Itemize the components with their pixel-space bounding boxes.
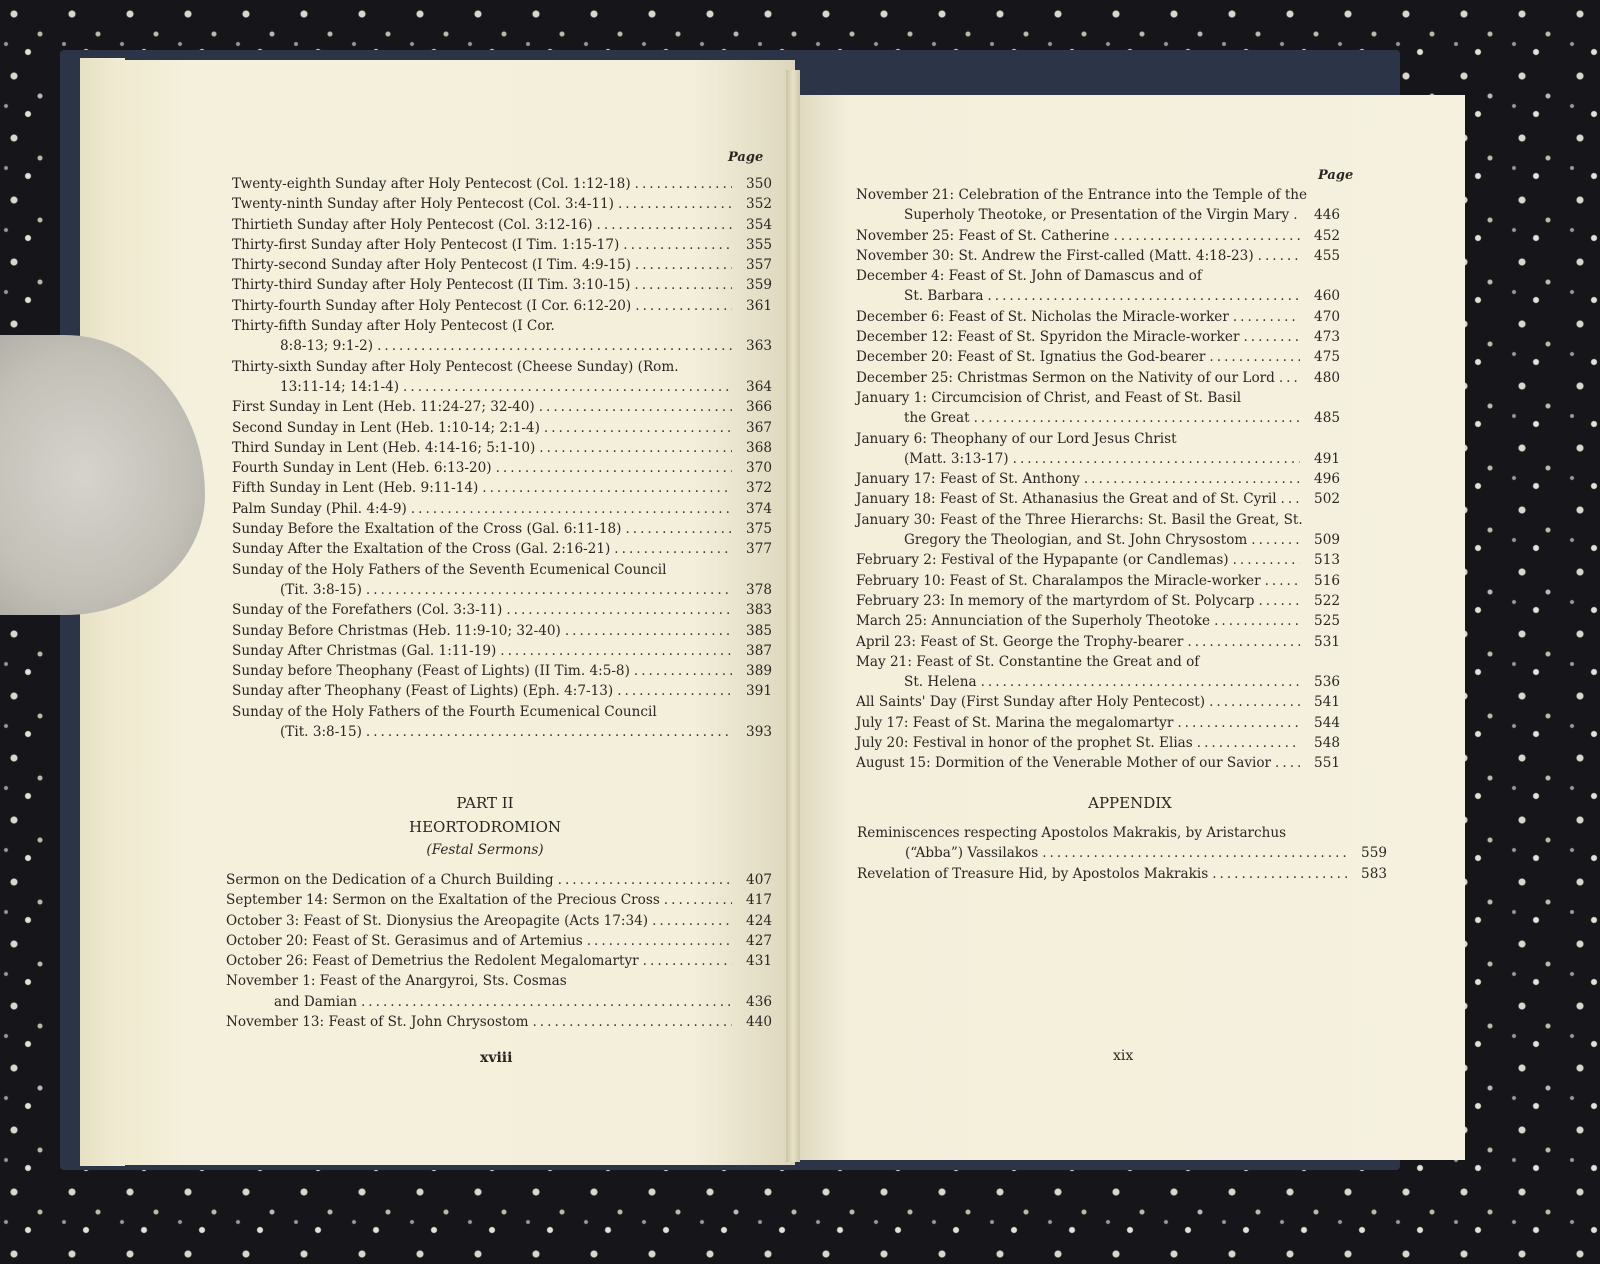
- toc-entry-title: Reminiscences respecting Apostolos Makrakis, by Aristarchus: [857, 825, 1287, 841]
- toc-entry-title: Sunday Before the Exaltation of the Cross (Gal. 6:11-18): [232, 521, 622, 538]
- toc-entry: [856, 550, 1340, 570]
- toc-entry-title: February 10: Feast of St. Charalampos the Miracle-worker: [856, 572, 1261, 589]
- toc-entry: [856, 327, 1340, 347]
- toc-entry: [856, 307, 1340, 327]
- toc-page-number: 393: [746, 724, 772, 741]
- toc-entry-title: Thirty-first Sunday after Holy Pentecost (I Tim. 1:15-17): [232, 236, 620, 253]
- toc-entry-title: St. Helena: [904, 674, 977, 691]
- toc-entry: [856, 632, 1340, 652]
- toc-entry: [232, 560, 772, 601]
- dot-leader: [1113, 226, 1300, 246]
- toc-page-number: 485: [1314, 410, 1340, 427]
- left-toc-list: [232, 174, 772, 742]
- toc-page-number: 452: [1314, 227, 1340, 244]
- toc-page-number: 427: [746, 932, 772, 949]
- toc-page-number: 372: [746, 480, 772, 497]
- toc-page-number: 440: [746, 1014, 772, 1031]
- toc-entry: [856, 591, 1340, 611]
- toc-entry-title: 13:11-14; 14:1-4): [280, 378, 400, 395]
- toc-page-number: 368: [746, 439, 772, 456]
- toc-entry-title: Thirty-sixth Sunday after Holy Pentecost (Cheese Sunday) (Rom.: [232, 358, 679, 375]
- toc-entry-title: April 23: Feast of St. George the Trophy-bearer: [856, 633, 1184, 650]
- dot-leader: [614, 539, 732, 559]
- dot-leader: [635, 174, 732, 194]
- dot-leader: [1233, 550, 1300, 570]
- dot-leader: [618, 194, 732, 214]
- dot-leader: [981, 672, 1300, 692]
- dot-leader: [1258, 246, 1300, 266]
- toc-entry: [232, 296, 772, 316]
- toc-page-number: 480: [1314, 369, 1340, 386]
- dot-leader: [366, 722, 732, 742]
- toc-page-number: 350: [746, 176, 772, 192]
- dot-leader: [1084, 469, 1300, 489]
- toc-page-number: 496: [1314, 471, 1340, 488]
- toc-page-number: 378: [746, 581, 772, 598]
- dot-leader: [1209, 347, 1300, 367]
- toc-entry: [226, 870, 772, 890]
- toc-entry-title: October 3: Feast of St. Dionysius the Areopagite (Acts 17:34): [226, 912, 649, 929]
- dot-leader: [987, 286, 1300, 306]
- toc-entry: [232, 316, 772, 357]
- toc-entry-title: November 25: Feast of St. Catherine: [856, 227, 1110, 244]
- toc-entry-title: Thirty-second Sunday after Holy Pentecost (I Tim. 4:9-15): [232, 257, 631, 274]
- toc-page-number: 389: [746, 663, 772, 680]
- toc-entry-title: November 21: Celebration of the Entrance into the Temple of the: [856, 187, 1308, 203]
- toc-page-number: 509: [1314, 532, 1340, 549]
- toc-entry-title: September 14: Sermon on the Exaltation of the Precious Cross: [226, 892, 660, 909]
- toc-page-number: 359: [746, 277, 772, 294]
- toc-entry-title: November 13: Feast of St. John Chrysostom: [226, 1014, 529, 1031]
- dot-leader: [643, 951, 732, 971]
- toc-entry: [232, 499, 772, 519]
- toc-entry: [856, 469, 1340, 489]
- toc-entry: [232, 661, 772, 681]
- dot-leader: [1233, 307, 1300, 327]
- dot-leader: [539, 438, 732, 458]
- toc-entry-title: Fifth Sunday in Lent (Heb. 9:11-14): [232, 480, 479, 497]
- toc-page-number: 473: [1314, 329, 1340, 346]
- toc-entry-title: Sunday After the Exaltation of the Cross (Gal. 2:16-21): [232, 541, 611, 558]
- toc-entry-title: December 6: Feast of St. Nicholas the Miracle-worker: [856, 308, 1229, 325]
- toc-entry-title: Third Sunday in Lent (Heb. 4:14-16; 5:1-10): [232, 439, 536, 456]
- dot-leader: [539, 397, 732, 417]
- toc-entry: [232, 519, 772, 539]
- toc-entry: [226, 931, 772, 951]
- toc-entry: [856, 753, 1340, 773]
- toc-entry-title: February 23: In memory of the martyrdom of St. Polycarp: [856, 592, 1255, 609]
- toc-page-number: 352: [746, 196, 772, 213]
- toc-entry-title: May 21: Feast of St. Constantine the Great and of: [856, 653, 1200, 670]
- toc-entry: [857, 823, 1387, 864]
- dot-leader: [1212, 864, 1347, 884]
- toc-page-number: 391: [746, 683, 772, 700]
- dot-leader: [558, 870, 732, 890]
- right-toc-list: [856, 185, 1340, 774]
- dot-leader: [623, 235, 732, 255]
- part-subtitle-festal: (Festal Sermons): [426, 842, 544, 858]
- toc-page-number: 375: [746, 521, 772, 538]
- toc-entry: [856, 388, 1340, 429]
- toc-entry: [232, 539, 772, 559]
- toc-entry-title: January 1: Circumcision of Christ, and Feast of St. Basil: [856, 389, 1242, 406]
- dot-leader: [361, 992, 732, 1012]
- dot-leader: [635, 296, 732, 316]
- toc-entry-title: December 20: Feast of St. Ignatius the God-bearer: [856, 349, 1206, 366]
- dot-leader: [617, 681, 732, 701]
- toc-entry: [232, 215, 772, 235]
- toc-page-number: 446: [1314, 207, 1340, 224]
- dot-leader: [1177, 713, 1300, 733]
- toc-entry-title: March 25: Annunciation of the Superholy Theotoke: [856, 613, 1211, 630]
- dot-leader: [1258, 591, 1300, 611]
- toc-entry-title: Twenty-ninth Sunday after Holy Pentecost (Col. 3:4-11): [232, 196, 614, 213]
- toc-entry-title: February 2: Festival of the Hypapante (or Candlemas): [856, 552, 1229, 569]
- dot-leader: [411, 499, 732, 519]
- toc-page-number: 417: [746, 892, 772, 909]
- toc-entry: [226, 951, 772, 971]
- toc-entry-title: (Tit. 3:8-15): [280, 581, 362, 598]
- toc-page-number: 431: [746, 953, 772, 970]
- toc-entry: [232, 235, 772, 255]
- toc-entry: [232, 478, 772, 498]
- toc-page-number: 383: [746, 602, 772, 619]
- toc-entry-title: Sermon on the Dedication of a Church Building: [226, 872, 554, 888]
- part-subtitle: HEORTODROMION: [409, 818, 561, 836]
- toc-entry: [856, 489, 1340, 509]
- toc-page-number: 513: [1314, 552, 1340, 569]
- toc-page-number: 559: [1361, 845, 1387, 862]
- toc-page-number: 377: [746, 541, 772, 558]
- dot-leader: [1243, 327, 1300, 347]
- toc-entry-title: Gregory the Theologian, and St. John Chrysostom: [904, 532, 1248, 549]
- toc-entry: [226, 890, 772, 910]
- toc-entry-title: Revelation of Treasure Hid, by Apostolos Makrakis: [857, 865, 1209, 882]
- toc-page-number: 502: [1314, 491, 1340, 508]
- dot-leader: [634, 275, 732, 295]
- toc-entry-title: January 6: Theophany of our Lord Jesus Christ: [856, 430, 1177, 447]
- toc-entry-title: (Matt. 3:13-17): [904, 450, 1009, 467]
- toc-entry: [232, 681, 772, 701]
- toc-entry-title: Superholy Theotoke, or Presentation of the Virgin Mary: [904, 207, 1290, 224]
- left-page-heading: Page: [728, 150, 764, 165]
- dot-leader: [544, 418, 732, 438]
- toc-entry: [856, 510, 1340, 551]
- toc-page-number: 583: [1361, 865, 1387, 882]
- toc-entry-title: Sunday Before Christmas (Heb. 11:9-10; 32-40): [232, 622, 561, 639]
- dot-leader: [403, 377, 732, 397]
- toc-entry-title: Sunday of the Forefathers (Col. 3:3-11): [232, 602, 503, 619]
- toc-entry-title: December 12: Feast of St. Spyridon the Miracle-worker: [856, 329, 1240, 346]
- dot-leader: [1293, 205, 1300, 225]
- dot-leader: [1265, 571, 1300, 591]
- toc-entry: [232, 174, 772, 194]
- toc-entry: [856, 368, 1340, 388]
- toc-entry-title: October 20: Feast of St. Gerasimus and of Artemius: [226, 932, 583, 949]
- toc-entry: [856, 429, 1340, 470]
- toc-page-number: 460: [1314, 288, 1340, 305]
- toc-entry-title: October 26: Feast of Demetrius the Redolent Megalomartyr: [226, 953, 639, 970]
- dot-leader: [597, 215, 732, 235]
- toc-entry-title: July 20: Festival in honor of the prophet St. Elias: [856, 735, 1193, 752]
- dot-leader: [500, 641, 732, 661]
- toc-entry-title: All Saints' Day (First Sunday after Holy Pentecost): [856, 694, 1206, 711]
- dot-leader: [634, 661, 732, 681]
- dot-leader: [496, 458, 732, 478]
- dot-leader: [532, 1012, 732, 1032]
- toc-page-number: 354: [746, 216, 772, 233]
- toc-page-number: 357: [746, 257, 772, 274]
- dot-leader: [1013, 449, 1300, 469]
- dot-leader: [565, 621, 732, 641]
- toc-entry: [232, 418, 772, 438]
- dot-leader: [1214, 611, 1300, 631]
- toc-entry-title: August 15: Dormition of the Venerable Mother of our Savior: [856, 755, 1272, 772]
- toc-page-number: 455: [1314, 247, 1340, 264]
- dot-leader: [587, 931, 732, 951]
- toc-entry: [232, 255, 772, 275]
- toc-entry-title: January 30: Feast of the Three Hierarchs: St. Basil the Great, St.: [856, 511, 1303, 528]
- left-folio: xviii: [480, 1050, 513, 1066]
- toc-page-number: 364: [746, 378, 772, 395]
- appendix-toc-list: [857, 823, 1387, 884]
- dot-leader: [1209, 692, 1300, 712]
- toc-entry: [232, 600, 772, 620]
- toc-page-number: 531: [1314, 633, 1340, 650]
- toc-page-number: 548: [1314, 735, 1340, 752]
- toc-entry: [232, 438, 772, 458]
- toc-entry-title: Twenty-eighth Sunday after Holy Pentecost (Col. 1:12-18): [232, 176, 631, 192]
- dot-leader: [1042, 843, 1347, 863]
- toc-entry: [856, 652, 1340, 693]
- toc-page-number: 366: [746, 399, 772, 416]
- toc-entry-title: Thirty-fourth Sunday after Holy Pentecost (I Cor. 6:12-20): [232, 297, 632, 314]
- toc-entry-title: Thirty-third Sunday after Holy Pentecost (II Tim. 3:10-15): [232, 277, 631, 294]
- toc-page-number: 525: [1314, 613, 1340, 630]
- dot-leader: [1197, 733, 1300, 753]
- toc-page-number: 374: [746, 500, 772, 517]
- toc-page-number: 424: [746, 912, 772, 929]
- part-title: PART II: [456, 794, 514, 812]
- dot-leader: [664, 890, 732, 910]
- dot-leader: [366, 580, 732, 600]
- dot-leader: [482, 478, 732, 498]
- toc-entry: [856, 713, 1340, 733]
- toc-entry-title: and Damian: [274, 993, 357, 1010]
- toc-page-number: 363: [746, 338, 772, 355]
- toc-entry: [232, 275, 772, 295]
- toc-entry-title: December 25: Christmas Sermon on the Nativity of our Lord: [856, 369, 1275, 386]
- festal-toc-list: [226, 870, 772, 1032]
- toc-page-number: 522: [1314, 592, 1340, 609]
- toc-page-number: 516: [1314, 572, 1340, 589]
- toc-entry: [856, 611, 1340, 631]
- toc-entry-title: July 17: Feast of St. Marina the megalomartyr: [856, 714, 1174, 731]
- toc-entry: [226, 971, 772, 1012]
- dot-leader: [1279, 368, 1300, 388]
- toc-entry: [856, 692, 1340, 712]
- toc-entry: [226, 911, 772, 931]
- toc-entry: [856, 347, 1340, 367]
- toc-entry-title: 8:8-13; 9:1-2): [280, 338, 374, 355]
- toc-entry-title: Sunday after Theophany (Feast of Lights) (Eph. 4:7-13): [232, 683, 614, 700]
- right-page-heading: Page: [1318, 168, 1354, 183]
- dot-leader: [1187, 632, 1300, 652]
- toc-entry-title: the Great: [904, 410, 970, 427]
- toc-page-number: 536: [1314, 674, 1340, 691]
- toc-entry-title: January 18: Feast of St. Athanasius the Great and of St. Cyril: [856, 491, 1277, 508]
- dot-leader: [625, 519, 732, 539]
- toc-entry-title: Sunday of the Holy Fathers of the Seventh Ecumenical Council: [232, 561, 667, 578]
- toc-entry-title: November 1: Feast of the Anargyroi, Sts. Cosmas: [226, 973, 567, 990]
- dot-leader: [974, 408, 1300, 428]
- dot-leader: [506, 600, 732, 620]
- toc-page-number: 361: [746, 297, 772, 314]
- toc-page-number: 387: [746, 642, 772, 659]
- toc-entry: [232, 621, 772, 641]
- toc-entry-title: Palm Sunday (Phil. 4:4-9): [232, 500, 407, 517]
- toc-entry: [856, 185, 1340, 226]
- toc-entry: [226, 1012, 772, 1032]
- toc-page-number: 541: [1314, 694, 1340, 711]
- toc-entry-title: Thirty-fifth Sunday after Holy Pentecost (I Cor.: [232, 318, 555, 335]
- toc-entry-title: First Sunday in Lent (Heb. 11:24-27; 32-40): [232, 399, 535, 416]
- toc-entry-title: January 17: Feast of St. Anthony: [856, 471, 1080, 488]
- toc-entry-title: November 30: St. Andrew the First-called (Matt. 4:18-23): [856, 247, 1254, 264]
- toc-page-number: 436: [746, 993, 772, 1010]
- toc-entry: [232, 702, 772, 743]
- dot-leader: [652, 911, 732, 931]
- dot-leader: [635, 255, 732, 275]
- toc-page-number: 470: [1314, 308, 1340, 325]
- toc-entry-title: Thirtieth Sunday after Holy Pentecost (Col. 3:12-16): [232, 216, 593, 233]
- toc-entry-title: (Tit. 3:8-15): [280, 724, 362, 741]
- dot-leader: [1251, 530, 1300, 550]
- toc-entry: [856, 226, 1340, 246]
- toc-page-number: 355: [746, 236, 772, 253]
- dot-leader: [1281, 489, 1300, 509]
- toc-entry-title: December 4: Feast of St. John of Damascus and of: [856, 268, 1202, 285]
- toc-page-number: 367: [746, 419, 772, 436]
- toc-entry: [856, 571, 1340, 591]
- toc-page-number: 370: [746, 460, 772, 477]
- toc-entry-title: Fourth Sunday in Lent (Heb. 6:13-20): [232, 460, 492, 477]
- toc-entry: [232, 397, 772, 417]
- book-gutter: [786, 70, 800, 1162]
- toc-page-number: 491: [1314, 450, 1340, 467]
- toc-entry: [856, 246, 1340, 266]
- toc-page-number: 544: [1314, 714, 1340, 731]
- toc-entry: [856, 266, 1340, 307]
- toc-entry-title: St. Barbara: [904, 288, 984, 305]
- toc-entry-title: (“Abba”) Vassilakos: [905, 845, 1039, 862]
- toc-page-number: 385: [746, 622, 772, 639]
- toc-page-number: 551: [1314, 755, 1340, 772]
- toc-page-number: 407: [746, 872, 772, 888]
- toc-entry: [856, 733, 1340, 753]
- right-folio: xix: [1113, 1048, 1134, 1064]
- toc-entry-title: Sunday before Theophany (Feast of Lights) (II Tim. 4:5-8): [232, 663, 630, 680]
- toc-entry-title: Sunday After Christmas (Gal. 1:11-19): [232, 642, 497, 659]
- dot-leader: [1275, 753, 1300, 773]
- appendix-title: APPENDIX: [1088, 794, 1172, 812]
- toc-entry: [232, 458, 772, 478]
- toc-entry: [232, 641, 772, 661]
- toc-entry: [857, 864, 1387, 884]
- toc-entry-title: Sunday of the Holy Fathers of the Fourth Ecumenical Council: [232, 703, 657, 720]
- toc-entry: [232, 194, 772, 214]
- toc-page-number: 475: [1314, 349, 1340, 366]
- toc-entry-title: Second Sunday in Lent (Heb. 1:10-14; 2:1-4): [232, 419, 540, 436]
- dot-leader: [377, 336, 732, 356]
- toc-entry: [232, 357, 772, 398]
